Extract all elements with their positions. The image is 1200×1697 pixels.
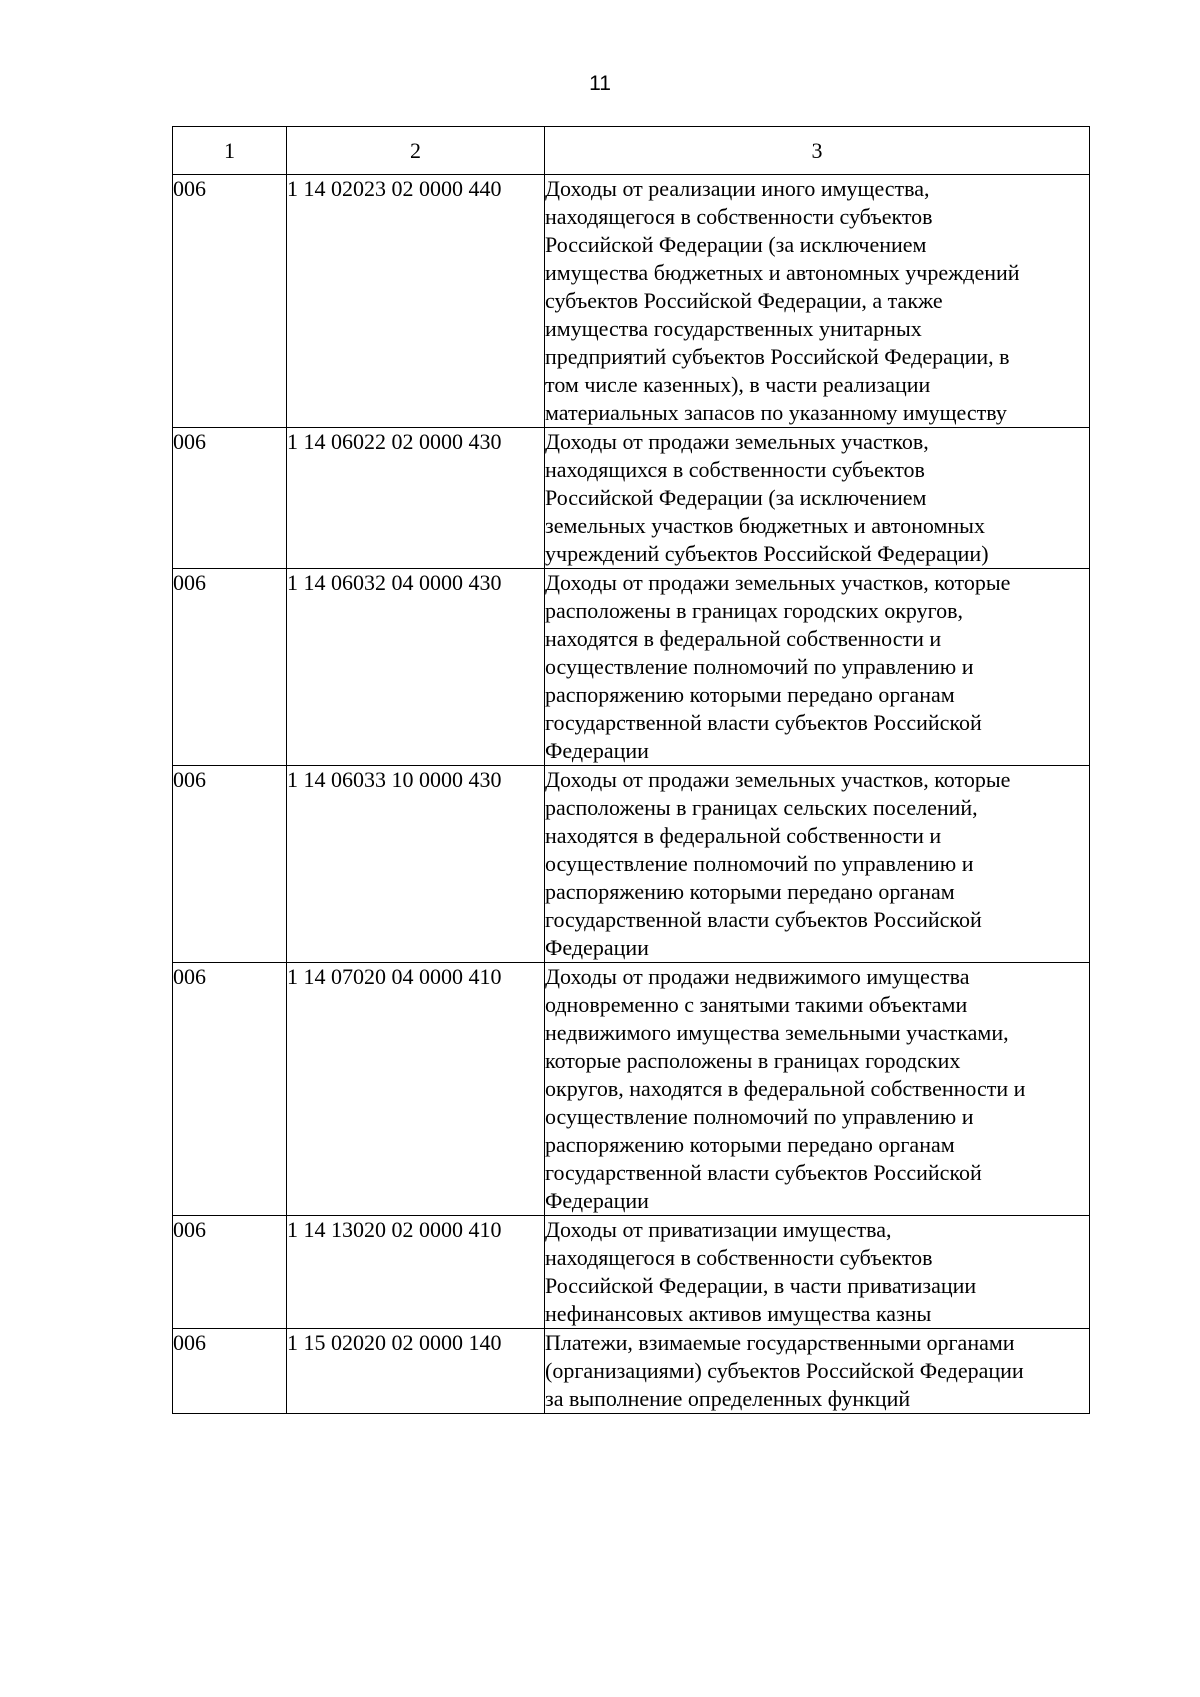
description-line: расположены в границах сельских поселений, [545,795,978,820]
description-line: одновременно с занятыми такими объектами [545,992,968,1017]
table-row [173,766,1090,963]
admin-code-cell: 006 [173,1329,287,1414]
admin-code-cell: 006 [173,175,287,428]
column-header-3: 3 [545,127,1090,175]
description-line: учреждений субъектов Российской Федерации) [545,541,989,566]
description-line: земельных участков бюджетных и автономных [545,513,985,538]
table-row [173,428,1090,569]
description-cell [545,428,1090,569]
budget-code-cell: 1 14 06032 04 0000 430 [287,569,545,766]
admin-code-cell: 006 [173,569,287,766]
budget-code-cell: 1 14 13020 02 0000 410 [287,1216,545,1329]
budget-code-cell: 1 14 06033 10 0000 430 [287,766,545,963]
table-row [173,569,1090,766]
description-line: Доходы от продажи земельных участков, [545,429,929,454]
description-line: осуществление полномочий по управлению и [545,1104,974,1129]
description-line: Платежи, взимаемые государственными органами [545,1330,1015,1355]
description-line: находящихся в собственности субъектов [545,457,925,482]
description-line: нефинансовых активов имущества казны [545,1301,932,1326]
budget-code-cell: 1 14 07020 04 0000 410 [287,963,545,1216]
description-cell [545,1216,1090,1329]
description-line: государственной власти субъектов Российской [545,710,982,735]
column-header-1: 1 [173,127,287,175]
description-line: округов, находятся в федеральной собственности и [545,1076,1026,1101]
description-line: находящегося в собственности субъектов [545,1245,933,1270]
description-line: Доходы от продажи земельных участков, которые [545,767,1011,792]
description-line: Доходы от продажи земельных участков, которые [545,570,1011,595]
description-line: Российской Федерации (за исключением [545,485,927,510]
description-line: субъектов Российской Федерации, а также [545,288,943,313]
description-line: Доходы от продажи недвижимого имущества [545,964,970,989]
budget-code-cell: 1 14 02023 02 0000 440 [287,175,545,428]
budget-code-cell: 1 14 06022 02 0000 430 [287,428,545,569]
description-line: предприятий субъектов Российской Федерации, в [545,344,1010,369]
table-row [173,1329,1090,1414]
admin-code-cell: 006 [173,766,287,963]
admin-code-cell: 006 [173,1216,287,1329]
column-header-2: 2 [287,127,545,175]
revenue-codes-table [172,126,1090,1414]
description-line: находятся в федеральной собственности и [545,823,942,848]
admin-code-cell: 006 [173,428,287,569]
description-line: имущества государственных унитарных [545,316,922,341]
description-line: Федерации [545,1188,649,1213]
description-cell [545,963,1090,1216]
description-line: Доходы от реализации иного имущества, [545,176,930,201]
description-line: Федерации [545,738,649,763]
description-line: которые расположены в границах городских [545,1048,961,1073]
description-cell [545,1329,1090,1414]
description-line: государственной власти субъектов Российской [545,907,982,932]
table-row [173,175,1090,428]
table-row [173,963,1090,1216]
description-line: имущества бюджетных и автономных учреждений [545,260,1020,285]
description-line: распоряжению которыми передано органам [545,682,955,707]
description-line: материальных запасов по указанному имуществу [545,400,1007,425]
description-line: недвижимого имущества земельными участками, [545,1020,1009,1045]
description-line: распоряжению которыми передано органам [545,879,955,904]
description-line: Доходы от приватизации имущества, [545,1217,892,1242]
description-line: Российской Федерации (за исключением [545,232,927,257]
description-line: осуществление полномочий по управлению и [545,654,974,679]
description-line: распоряжению которыми передано органам [545,1132,955,1157]
table-row [173,1216,1090,1329]
page-number: 11 [589,72,611,95]
description-line: Федерации [545,935,649,960]
description-line: за выполнение определенных функций [545,1386,911,1411]
description-line: (организациями) субъектов Российской Федерации [545,1358,1024,1383]
description-line: Российской Федерации, в части приватизации [545,1273,977,1298]
table-header-row [173,127,1090,175]
budget-code-cell: 1 15 02020 02 0000 140 [287,1329,545,1414]
description-cell [545,569,1090,766]
description-line: находящегося в собственности субъектов [545,204,933,229]
description-line: том числе казенных), в части реализации [545,372,931,397]
description-cell [545,766,1090,963]
description-line: государственной власти субъектов Российской [545,1160,982,1185]
description-cell [545,175,1090,428]
description-line: находятся в федеральной собственности и [545,626,942,651]
admin-code-cell: 006 [173,963,287,1216]
description-line: осуществление полномочий по управлению и [545,851,974,876]
description-line: расположены в границах городских округов, [545,598,963,623]
